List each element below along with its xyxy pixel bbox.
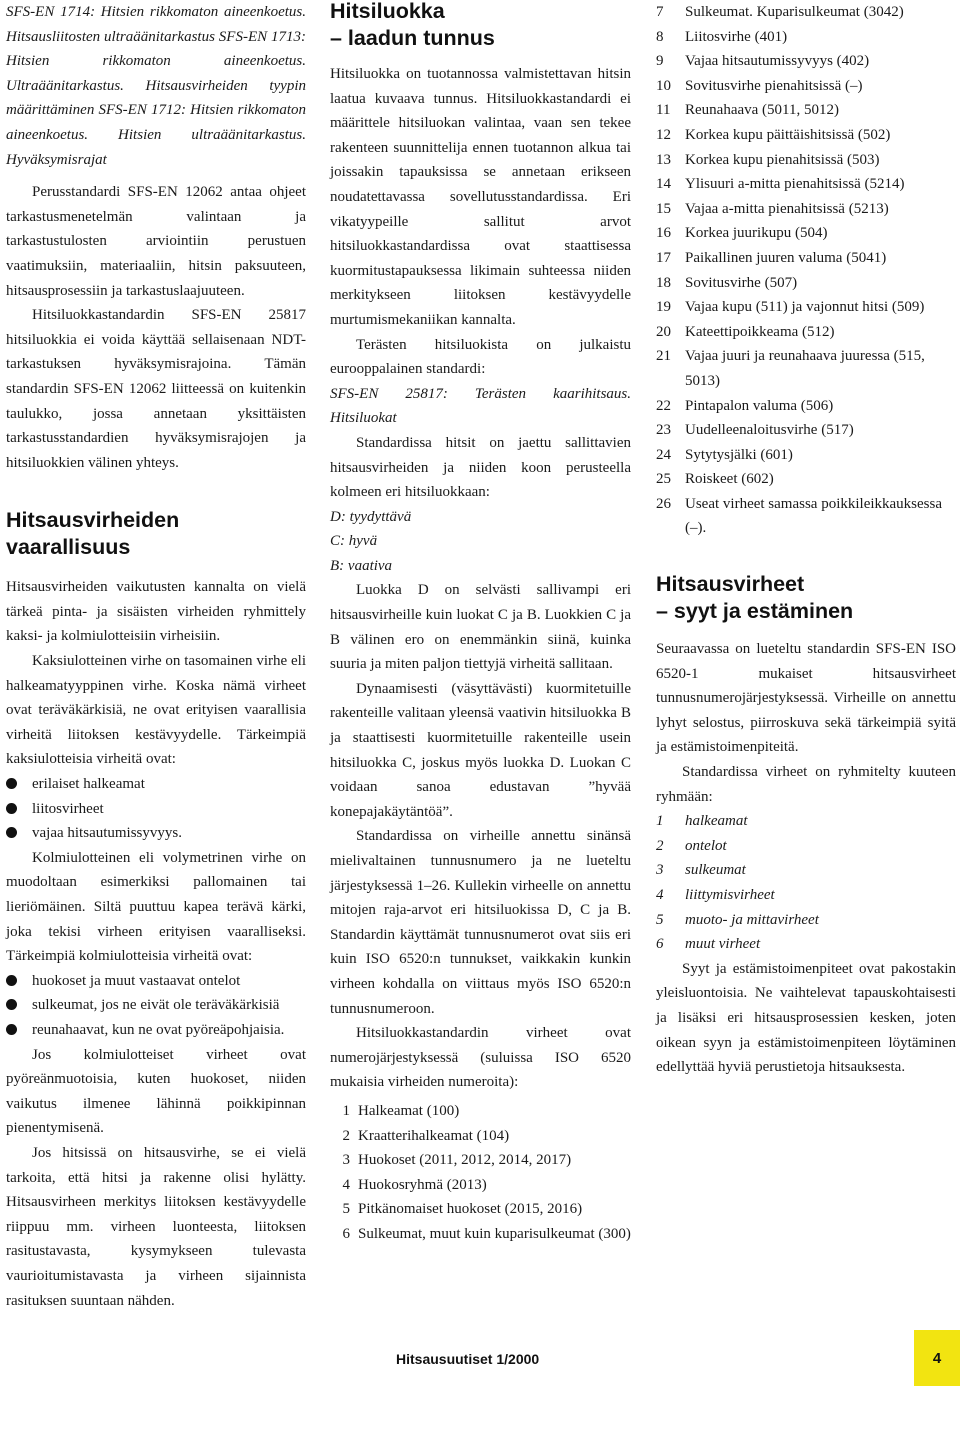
list-item: liitosvirheet	[6, 797, 306, 822]
list-item: erilaiset halkeamat	[6, 772, 306, 797]
column-right	[656, 0, 956, 1080]
list-item: 4 Huokosryhmä (2013)	[342, 1176, 487, 1193]
paragraph: Syyt ja estämistoimenpiteet ovat pakostakin yleisluontoisia. Ne vaihtelevat tapauskohtaisesti ja lisäksi eri hitsausprosessien kesken, joten oikean syyn ja estämistoimenpiteen löytäminen edellyttää hyviä perustietoja hitsauksesta.	[656, 960, 956, 1076]
paragraph: Hitsausvirheiden vaikutusten kannalta on vielä tärkeä pinta- ja sisäisten virheiden ryhmittely kaksi- ja kolmiulotteisiin virheisiin.	[6, 579, 306, 645]
bullet-list-2d-defects	[6, 772, 306, 846]
class-b: B: vaativa	[330, 557, 393, 574]
class-c: C: hyvä	[330, 533, 378, 550]
list-item: 26 Useat virheet samassa poikkileikkauksessa (–).	[656, 495, 943, 537]
list-item: 15 Vajaa a-mitta pienahitsissä (5213)	[656, 200, 889, 217]
list-item: 5 muoto- ja mittavirheet	[656, 911, 819, 928]
paragraph: Seuraavassa on lueteltu standardin SFS-EN ISO 6520-1 mukaiset hitsausvirheet tunnusnumerojärjestyksessä. Virheille on annettu lyhyt selostus, piirroskuva sekä tärkeimpiä syitä ja estämistoimenpiteitä.	[656, 641, 956, 756]
list-item: 5 Pitkänomaiset huokoset (2015, 2016)	[342, 1201, 583, 1218]
paragraph: Luokka D on selvästi sallivampi eri hitsausvirheille kuin luokat C ja B. Luokkien C ja B välinen ero on enemmänkin siinä, kuinka suuria ja miten paljon tiettyjä virheitä sallitaan.	[330, 582, 631, 673]
section-heading-vaarallisuus: Hitsausvirheiden vaarallisuus	[6, 508, 180, 560]
page-number: 4	[932, 1349, 942, 1367]
list-item: 2 Kraatterihalkeamat (104)	[342, 1127, 510, 1144]
list-item: 7 Sulkeumat. Kuparisulkeumat (3042)	[656, 4, 904, 20]
list-item: 3 Huokoset (2011, 2012, 2014, 2017)	[342, 1152, 572, 1169]
list-item: 1 Halkeamat (100)	[342, 1102, 460, 1119]
paragraph: Standardissa hitsit on jaettu sallittavien hitsausvirheiden ja niiden koon perusteella kolmeen eri hitsiluokkaan:	[330, 434, 631, 501]
paragraph: Perusstandardi SFS-EN 12062 antaa ohjeet tarkastusmenetelmän valintaan ja tarkastustulosten arviointiin perustuen vaatimuksiin, materiaaliin, hitsin paksuuteen, hitsausprosessiin ja tarkastuslaajuuteen.	[6, 184, 306, 299]
paragraph: Hitsiluokkastandardin virheet ovat numerojärjestyksessä (suluissa ISO 6520 mukaisia virheiden numeroita):	[330, 1025, 631, 1091]
list-item: 1 halkeamat	[656, 813, 748, 830]
column-middle	[330, 0, 631, 1247]
list-item: 11 Reunahaava (5011, 5012)	[656, 102, 839, 119]
list-item: 20 Kateettipoikkeama (512)	[656, 323, 835, 340]
list-item: 10 Sovitusvirhe pienahitsissä (–)	[656, 77, 863, 94]
defect-list-part2	[656, 0, 956, 541]
list-item: 22 Pintapalon valuma (506)	[656, 397, 834, 414]
list-item: 6 muut virheet	[656, 936, 761, 953]
paragraph: Kolmiulotteinen eli volymetrinen virhe on muodoltaan esimerkiksi pallomainen tai lieriömäinen. Siltä puuttuu kapea terävä kärki, joka tekisi virheen erityisen vaaralliseksi. Tärkeimpiä kolmiulotteisia virheitä ovat:	[6, 849, 306, 965]
column-left	[6, 0, 306, 1313]
list-item: 24 Sytytysjälki (601)	[656, 446, 793, 463]
paragraph: Hitsiluokka on tuotannossa valmistettavan hitsin laatua kuvaava tunnus. Hitsiluokkastandardi ei määrittele hitsiluokan valintaa, vaan sen tekee rakenteen suunnittelija ennen tuotannon alkua tai joissakin tapauksissa se annetaan erikseen noudatettavassa sovellutusstandardissa. Eri vikatyypeille sallitut arvot hitsiluokkastandardissa ovat staattisessa kuormitustapauksessa likimain suhteessa niiden merkitykseen liitoksen kestävyydelle murtumismekaniikan kannalta.	[330, 66, 631, 328]
list-item: 14 Ylisuuri a-mitta pienahitsissä (5214)	[656, 176, 905, 193]
list-item: 25 Roiskeet (602)	[656, 471, 774, 488]
page-number-badge	[914, 1330, 960, 1386]
list-item: 21 Vajaa juuri ja reunahaava juuressa (515, 5013)	[656, 348, 925, 389]
paragraph: Jos hitsissä on hitsausvirhe, se ei vielä tarkoita, että hitsi ja rakenne olisi hylätty. Hitsausvirheen merkitys liitoksen kestävyydelle riippuu mm. virheen luonteesta, liitoksen rasitustavasta, kysymykseen tulevasta vaurioitumistavasta ja virheen sijainnista rasituksen suuntaan nähden.	[6, 1144, 306, 1309]
list-item: 16 Korkea juurikupu (504)	[656, 225, 828, 242]
list-item: reunahaavat, kun ne ovat pyöreäpohjaisia.	[6, 1018, 306, 1043]
list-item: 9 Vajaa hitsautumissyvyys (402)	[656, 53, 870, 70]
bullet-list-3d-defects	[6, 969, 306, 1043]
paragraph: Standardissa on virheille annettu sinänsä mielivaltainen tunnusnumero ja ne lueteltu järjestyksessä 1–26. Kullekin virheelle on annettu mitojen raja-arvot eri hitsiluokissa D, C ja B. Standardin käyttämät tunnusnumerot ovat siis eri kuin ISO 6520:n tunnukset, vaikkakin kunkin virheen kohdalla on viittaus myös ISO 6520:n tunnusnumeroon.	[330, 828, 631, 1017]
standard-title: SFS-EN 25817: Terästen kaarihitsaus. Hitsiluokat	[330, 385, 631, 427]
list-item: 12 Korkea kupu päittäishitsissä (502)	[656, 126, 891, 143]
standards-list: SFS-EN 1714: Hitsien rikkomaton aineenkoetus. Hitsausliitosten ultraäänitarkastus SFS-EN 1713: Hitsien rikkomaton aineenkoetus. Ultraäänitarkastus. Hitsausvirheiden tyypin määrittäminen SFS-EN 1712: Hitsien rikkomaton aineenkoetus. Hitsien ultraäänitarkastus. Hyväksymisrajat	[6, 4, 306, 168]
list-item: 8 Liitosvirhe (401)	[656, 28, 788, 45]
list-item: 19 Vajaa kupu (511) ja vajonnut hitsi (509)	[656, 299, 925, 316]
defect-list-part1	[330, 1099, 631, 1247]
list-item: 2 ontelot	[656, 837, 727, 854]
list-item: 18 Sovitusvirhe (507)	[656, 274, 798, 291]
list-item: 4 liittymisvirheet	[656, 887, 775, 903]
paragraph: Dynaamisesti (väsyttävästi) kuormitetuille rakenteille valitaan yleensä vaativin hitsiluokka B ja staattisesti kuormitetuille rakenteille usein hitsiluokka C, joskus myös luokka D. Luokan C voidaan sanoa edustavan ”hyvää konepajakäytäntöä”.	[330, 680, 631, 820]
publication-footer: Hitsausuutiset 1/2000	[396, 1351, 540, 1367]
list-item: vajaa hitsautumissyvyys.	[6, 821, 306, 846]
paragraph: Kaksiulotteinen virhe on tasomainen virhe eli halkeamatyyppinen virhe. Koska nämä virheet ovat teräväkärkisiä, ne ovat erityisen vaarallisia virheitä liitoksen kestävyydelle. Tärkeimpiä kaksiulotteisia virheitä ovat:	[6, 653, 306, 768]
group-list	[656, 809, 956, 957]
list-item: sulkeumat, jos ne eivät ole teräväkärkisiä	[6, 993, 306, 1018]
list-item: 3 sulkeumat	[656, 862, 746, 879]
section-heading-hitsiluokka: Hitsiluokka – laadun tunnus	[330, 0, 495, 50]
list-item: 23 Uudelleenaloitusvirhe (517)	[656, 422, 854, 439]
list-item: 17 Paikallinen juuren valuma (5041)	[656, 249, 887, 266]
paragraph: Jos kolmiulotteiset virheet ovat pyöreänmuotoisia, kuten huokoset, niiden vaikutus ilmenee lähinnä poikkipinnan pienentymisenä.	[6, 1046, 306, 1137]
paragraph: Hitsiluokkastandardin SFS-EN 25817 hitsiluokkia ei voida käyttää sellaisenaan NDT-tarkastuksen hyväksymisrajoina. Tämän standardin SFS-EN 12062 liitteessä on kuitenkin taulukko, jossa annetaan yksittäisten tarkastusstandardien hyväksymisrajojen ja hitsiluokkien välinen yhteys.	[6, 307, 306, 471]
paragraph: Standardissa virheet on ryhmitelty kuuteen ryhmään:	[656, 764, 956, 805]
paragraph: Terästen hitsiluokista on julkaistu eurooppalainen standardi:	[330, 336, 631, 378]
section-heading-syyt: Hitsausvirheet – syyt ja estäminen	[656, 572, 854, 624]
list-item: huokoset ja muut vastaavat ontelot	[6, 969, 306, 994]
list-item: 13 Korkea kupu pienahitsissä (503)	[656, 151, 880, 168]
list-item: 6 Sulkeumat, muut kuin kuparisulkeumat (300)	[342, 1225, 631, 1242]
class-d: D: tyydyttävä	[330, 508, 412, 525]
